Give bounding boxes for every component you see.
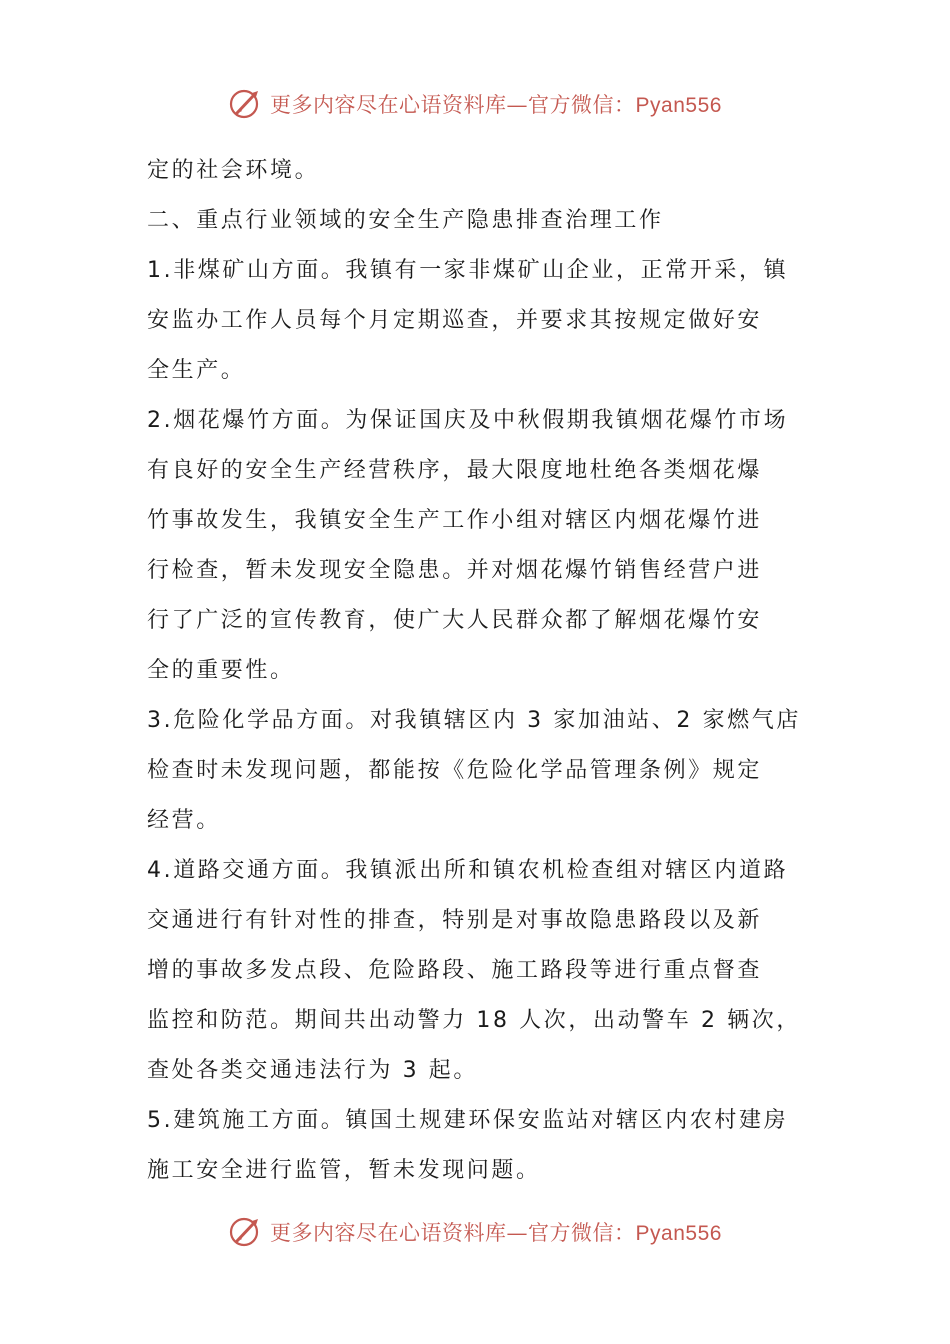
footer-watermark: [0, 1212, 950, 1252]
wechat-id: Pyan556: [635, 1222, 722, 1245]
text-line: 3.危险化学品方面。对我镇辖区内 3 家加油站、2 家燃气店: [147, 708, 801, 733]
text-line: 检查时未发现问题，都能按《危险化学品管理条例》规定: [147, 758, 763, 783]
text-line: 增的事故多发点段、危险路段、施工路段等进行重点督查: [147, 958, 763, 983]
text-line: 监控和防范。期间共出动警力 18 人次，出动警车 2 辆次，: [147, 1008, 801, 1033]
text-line: 交通进行有针对性的排查，特别是对事故隐患路段以及新: [147, 908, 763, 933]
text-line: 4.道路交通方面。我镇派出所和镇农机检查组对辖区内道路: [147, 858, 789, 883]
text-line: 行检查，暂未发现安全隐患。并对烟花爆竹销售经营户进: [147, 558, 763, 583]
text-line: 5.建筑施工方面。镇国土规建环保安监站对辖区内农村建房: [147, 1108, 789, 1133]
text-line: 行了广泛的宣传教育，使广大人民群众都了解烟花爆竹安: [147, 608, 763, 633]
text-line: 经营。: [147, 808, 221, 833]
text-line: 有良好的安全生产经营秩序，最大限度地杜绝各类烟花爆: [147, 458, 763, 483]
text-line: 查处各类交通违法行为 3 起。: [147, 1058, 478, 1083]
watermark-text: 更多内容尽在心语资料库—官方微信：Pyan556: [270, 93, 722, 117]
section-heading: 二、重点行业领域的安全生产隐患排查治理工作: [147, 208, 664, 233]
document-body: [147, 146, 807, 1196]
text-line: 全生产。: [147, 358, 246, 383]
text-line: 定的社会环境。: [147, 158, 320, 183]
text-line: 1.非煤矿山方面。我镇有一家非煤矿山企业，正常开采，镇: [147, 258, 789, 283]
text-line: 安监办工作人员每个月定期巡查，并要求其按规定做好安: [147, 308, 763, 333]
pen-logo-icon: [228, 87, 262, 121]
pen-logo-icon: [228, 1215, 262, 1249]
header-watermark: [0, 84, 950, 124]
wechat-id: Pyan556: [635, 94, 722, 117]
text-line: 竹事故发生，我镇安全生产工作小组对辖区内烟花爆竹进: [147, 508, 763, 533]
text-line: 施工安全进行监管，暂未发现问题。: [147, 1158, 541, 1183]
watermark-text: 更多内容尽在心语资料库—官方微信：Pyan556: [270, 1221, 722, 1245]
text-line: 全的重要性。: [147, 658, 295, 683]
text-line: 2.烟花爆竹方面。为保证国庆及中秋假期我镇烟花爆竹市场: [147, 408, 789, 433]
